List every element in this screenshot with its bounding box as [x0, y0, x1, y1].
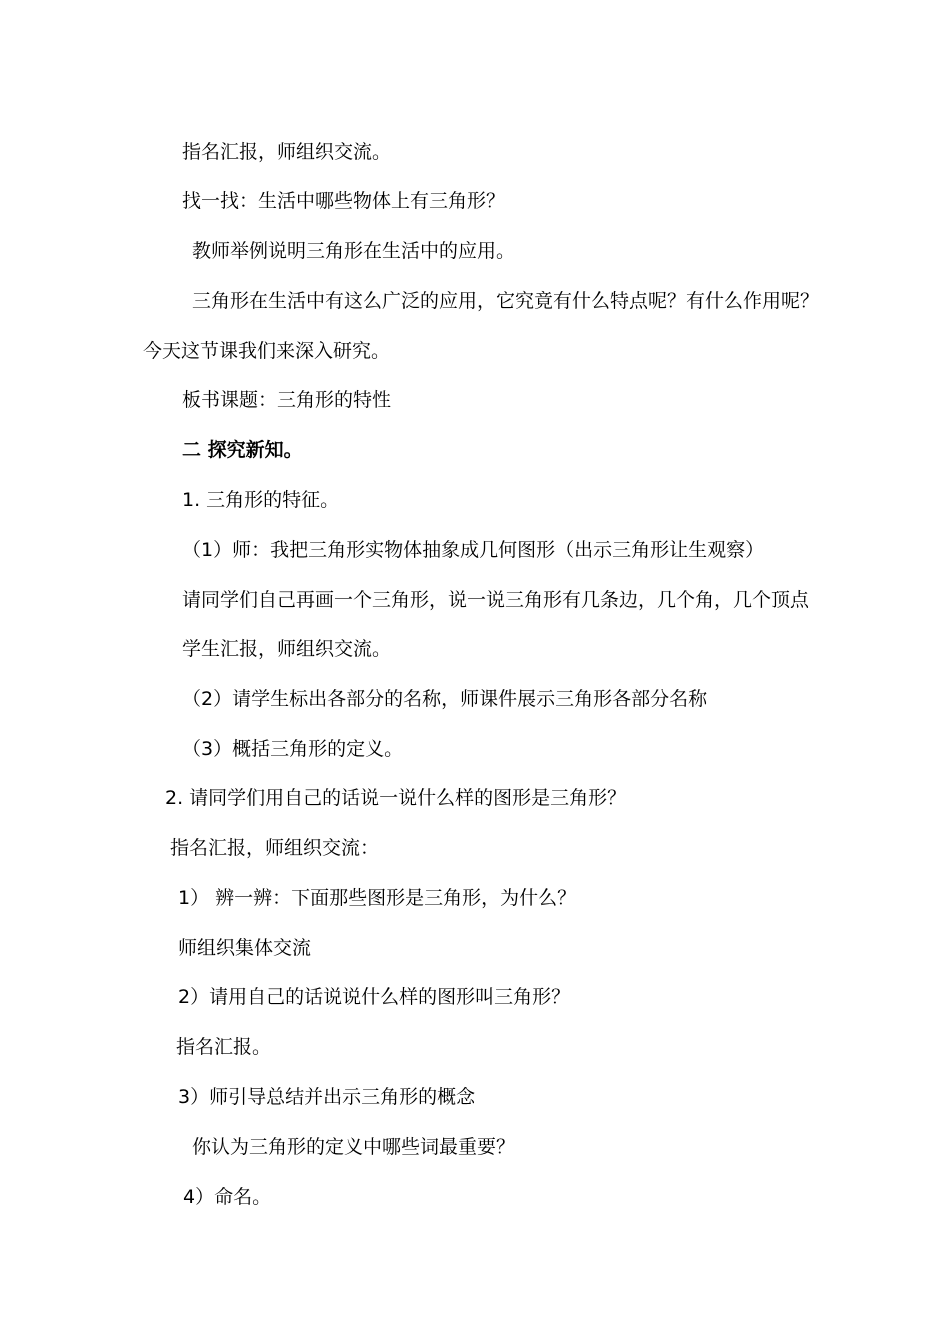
- text-line: 师组织集体交流: [178, 937, 312, 959]
- text-line: 板书课题：三角形的特性: [182, 389, 392, 411]
- text-line: 4）命名。: [183, 1186, 272, 1208]
- text-line: 三角形在生活中有这么广泛的应用，它究竟有什么特点呢？有什么作用呢？: [192, 290, 820, 312]
- text-line: 学生汇报，师组织交流。: [182, 638, 392, 660]
- text-line: 你认为三角形的定义中哪些词最重要？: [192, 1136, 516, 1158]
- text-line: 2）请用自己的话说说什么样的图形叫三角形？: [178, 986, 571, 1008]
- text-line: （2）请学生标出各部分的名称，师课件展示三角形各部分名称: [182, 688, 708, 710]
- text-line: 教师举例说明三角形在生活中的应用。: [192, 240, 516, 262]
- text-line: 指名汇报，师组织交流：: [170, 837, 380, 859]
- text-line: 1） 辨一辨：下面那些图形是三角形，为什么？: [178, 887, 577, 909]
- text-line: （3）概括三角形的定义。: [182, 738, 404, 760]
- text-line: 1. 三角形的特征。: [182, 489, 340, 511]
- text-line: 找一找：生活中哪些物体上有三角形？: [182, 190, 506, 212]
- text-line: 指名汇报，师组织交流。: [182, 141, 392, 163]
- text-line: 今天这节课我们来深入研究。: [143, 340, 391, 362]
- text-line: 3）师引导总结并出示三角形的概念: [178, 1086, 476, 1108]
- text-line: 2. 请同学们用自己的话说一说什么样的图形是三角形？: [165, 787, 627, 809]
- section-heading: 二 探究新知。: [182, 439, 303, 461]
- text-line: （1）师：我把三角形实物体抽象成几何图形（出示三角形让生观察）: [182, 539, 765, 561]
- text-line: 请同学们自己再画一个三角形，说一说三角形有几条边，几个角，几个顶点: [182, 589, 810, 611]
- text-line: 指名汇报。: [176, 1036, 272, 1058]
